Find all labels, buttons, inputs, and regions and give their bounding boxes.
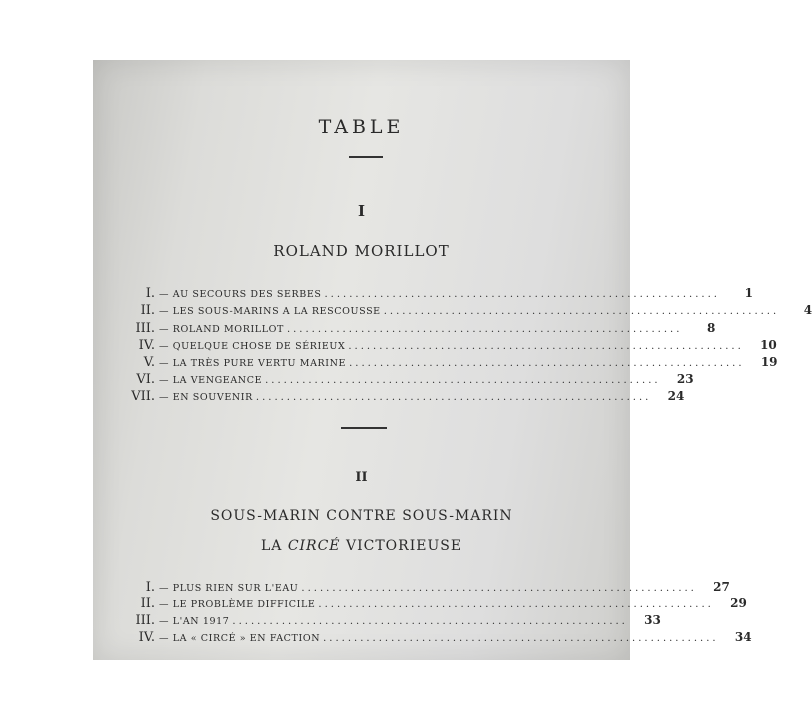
toc-entry: VI. — LA VENGEANCE ................................................................ 23 <box>136 372 694 387</box>
leader-dots: ................................................................ <box>323 633 719 644</box>
toc-entry: IV. — LA « CIRCÉ » EN FACTION ................................................................ 34 <box>138 630 752 645</box>
leader-dots: ................................................................ <box>255 392 652 403</box>
part-title: SOUS-MARIN CONTRE SOUS-MARIN <box>210 508 513 524</box>
toc-entry: II. — LES SOUS-MARINS A LA RESCOUSSE ................................................................ 4 <box>140 303 812 318</box>
toc-entry: II. — LE PROBLÈME DIFFICILE ................................................................ 29 <box>140 596 747 611</box>
toc-entry: III. — L'AN 1917 ................................................................ 33 <box>135 613 661 628</box>
page-title: TABLE <box>318 116 405 138</box>
toc-entry: IV. — QUELQUE CHOSE DE SÉRIEUX ................................................................ 10 <box>138 338 777 353</box>
title-divider <box>349 156 383 158</box>
leader-dots: ................................................................ <box>301 583 697 594</box>
section-divider <box>341 427 387 429</box>
part-number: I <box>357 202 366 220</box>
part-subtitle: LA CIRCÉ VICTORIEUSE <box>260 538 463 554</box>
leader-dots: ................................................................ <box>232 616 628 627</box>
part-title: ROLAND MORILLOT <box>273 242 450 260</box>
leader-dots: ................................................................ <box>383 306 780 317</box>
leader-dots: ................................................................ <box>318 599 714 610</box>
part-number: II <box>355 470 368 485</box>
toc-entry: VII. — EN SOUVENIR ................................................................ 24 <box>131 389 685 404</box>
leader-dots: ................................................................ <box>324 289 720 300</box>
toc-entry: I. — AU SECOURS DES SERBES ................................................................ 1 <box>145 286 753 301</box>
leader-dots: ................................................................ <box>286 324 683 335</box>
toc-entry: I. — PLUS RIEN SUR L'EAU ................................................................ 27 <box>145 580 730 595</box>
leader-dots: ................................................................ <box>349 358 745 369</box>
leader-dots: ................................................................ <box>348 341 744 352</box>
toc-entry: III. — ROLAND MORILLOT ................................................................ 8 <box>135 321 716 336</box>
book-page <box>93 60 812 660</box>
leader-dots: ................................................................ <box>265 375 661 386</box>
toc-entry: V. — LA TRÈS PURE VERTU MARINE ................................................................ 19 <box>143 355 778 370</box>
